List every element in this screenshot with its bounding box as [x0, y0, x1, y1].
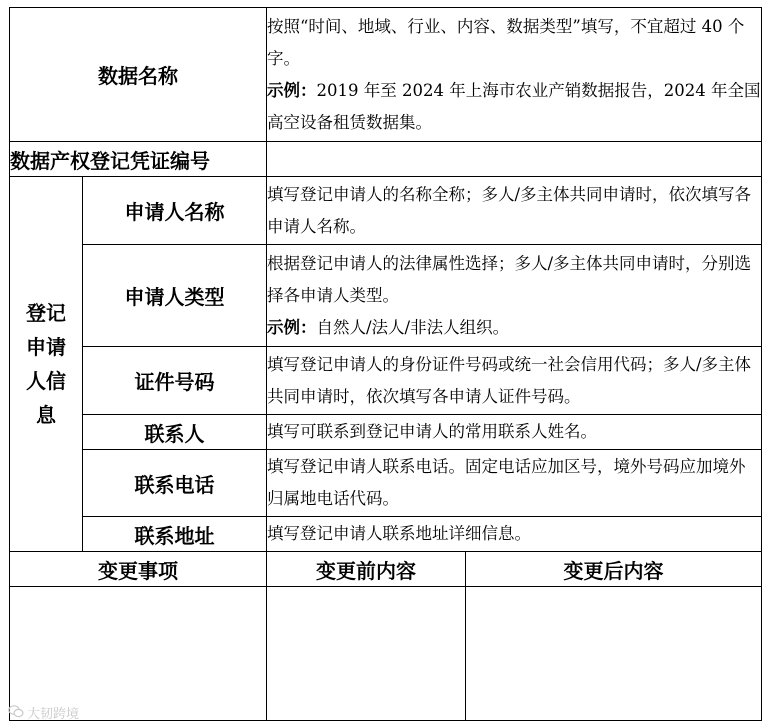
applicant-type-label: 申请人类型 — [83, 245, 267, 347]
contact-phone-description: 填写登记申请人联系电话。固定电话应加区号，境外号码应加境外归属地电话代码。 — [267, 450, 762, 517]
contact-address-description: 填写登记申请人联系地址详细信息。 — [267, 517, 762, 552]
certificate-number-label: 数据产权登记凭证编号 — [10, 142, 267, 177]
applicant-row — [10, 415, 762, 450]
applicant-row — [10, 517, 762, 552]
change-item-cell — [10, 587, 267, 721]
example-label: 示例： — [267, 317, 317, 337]
contact-address-label: 联系地址 — [83, 517, 267, 552]
data-name-instruction: 按照“时间、地域、行业、内容、数据类型”填写，不宜超过 40 个字。 — [267, 16, 745, 68]
applicant-row — [10, 450, 762, 517]
change-content-row — [10, 587, 762, 721]
applicant-info-group-text: 登记申请人信息 — [26, 301, 66, 427]
applicant-row — [10, 177, 762, 245]
registration-form-table — [9, 7, 761, 720]
applicant-type-example — [267, 312, 761, 344]
id-number-label: 证件号码 — [83, 347, 267, 415]
data-name-label: 数据名称 — [10, 8, 267, 142]
applicant-name-label: 申请人名称 — [83, 177, 267, 245]
example-label: 示例： — [267, 80, 317, 100]
data-name-row — [10, 8, 762, 142]
contact-phone-label: 联系电话 — [83, 450, 267, 517]
example-text: 自然人/法人/非法人组织。 — [316, 317, 510, 337]
wechat-logo-icon — [8, 705, 24, 722]
example-text: 2019 年至 2024 年上海市农业产销数据报告，2024 年全国高空设备租赁数据集。 — [267, 80, 761, 132]
change-header-row — [10, 552, 762, 587]
applicant-row — [10, 245, 762, 347]
contact-person-description: 填写可联系到登记申请人的常用联系人姓名。 — [267, 415, 762, 450]
applicant-type-description — [267, 245, 762, 347]
form-table — [9, 7, 762, 721]
applicant-row — [10, 347, 762, 415]
change-item-header: 变更事项 — [10, 552, 267, 587]
watermark — [8, 703, 79, 722]
data-name-description — [267, 8, 762, 142]
after-change-cell — [466, 587, 762, 721]
applicant-name-description: 填写登记申请人的名称全称；多人/多主体共同申请时，依次填写各申请人名称。 — [267, 177, 762, 245]
certificate-number-value — [267, 142, 762, 177]
applicant-info-group-label — [10, 177, 83, 552]
after-change-header: 变更后内容 — [466, 552, 762, 587]
before-change-header: 变更前内容 — [267, 552, 466, 587]
certificate-row — [10, 142, 762, 177]
watermark-text: 大韧跨境 — [27, 707, 80, 722]
id-number-description: 填写登记申请人的身份证件号码或统一社会信用代码；多人/多主体共同申请时，依次填写各申请人证件号码。 — [267, 347, 762, 415]
data-name-example — [267, 75, 761, 139]
applicant-type-instruction: 根据登记申请人的法律属性选择；多人/多主体共同申请时，分别选择各申请人类型。 — [267, 253, 752, 305]
contact-person-label: 联系人 — [83, 415, 267, 450]
before-change-cell — [267, 587, 466, 721]
